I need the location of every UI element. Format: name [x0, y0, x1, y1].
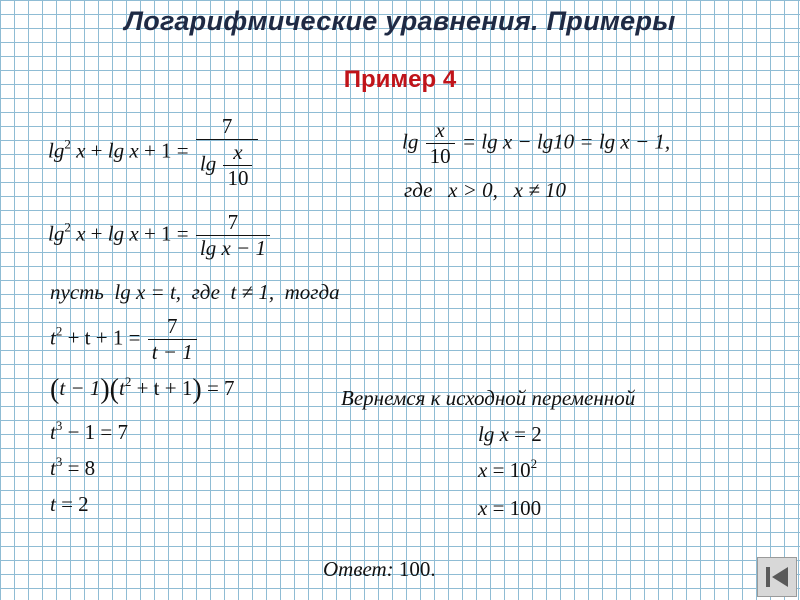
- equation-multiplied: $(t - 1)(t^2 + t + 1) = 7$: [50, 374, 235, 405]
- back-sub-power: $x = 10^2$: [478, 456, 538, 482]
- equation-rewritten: $\lg^2 x + \lg x + 1$ = $\frac{7}{\text{lg x − 1}}$: [48, 210, 272, 261]
- substitution-line: пусть lg x = t, где t ≠ 1, тогда: [50, 280, 340, 304]
- prev-slide-icon: [762, 562, 792, 592]
- back-sub-lgx: lg x = 2: [478, 422, 542, 446]
- example-heading: Пример 4: [343, 66, 457, 93]
- page-title: Логарифмические уравнения. Примеры: [124, 6, 676, 36]
- log-identity: lg $\frac{x}{10}$ = lg x − lg10 = lg x − 1,: [402, 118, 671, 168]
- equation-in-t: $t^2 + t + 1$ = $\frac{7}{t - 1}$: [50, 314, 199, 365]
- prev-slide-button[interactable]: [757, 557, 797, 597]
- equation-cubic: $t^3 - 1 = 7$: [50, 418, 129, 444]
- answer-value: 100.: [398, 557, 436, 581]
- fraction-original: 7 lg $\frac{x}{10}$: [196, 114, 259, 191]
- solution-t: t = 2: [50, 492, 89, 516]
- back-sub-result: x = 100: [478, 496, 542, 520]
- equation-cube-eq8: $t^3 = 8$: [50, 454, 96, 480]
- answer-line: [323, 557, 436, 582]
- equation-original: $\lg^2 x + \lg x + 1$ = 7 lg $\frac{x}{10}$: [48, 114, 260, 191]
- back-substitution-text: Вернемся к исходной переменной: [341, 386, 636, 410]
- domain-condition: где x > 0, x ≠ 10: [404, 178, 567, 202]
- answer-label: Ответ:: [323, 557, 394, 581]
